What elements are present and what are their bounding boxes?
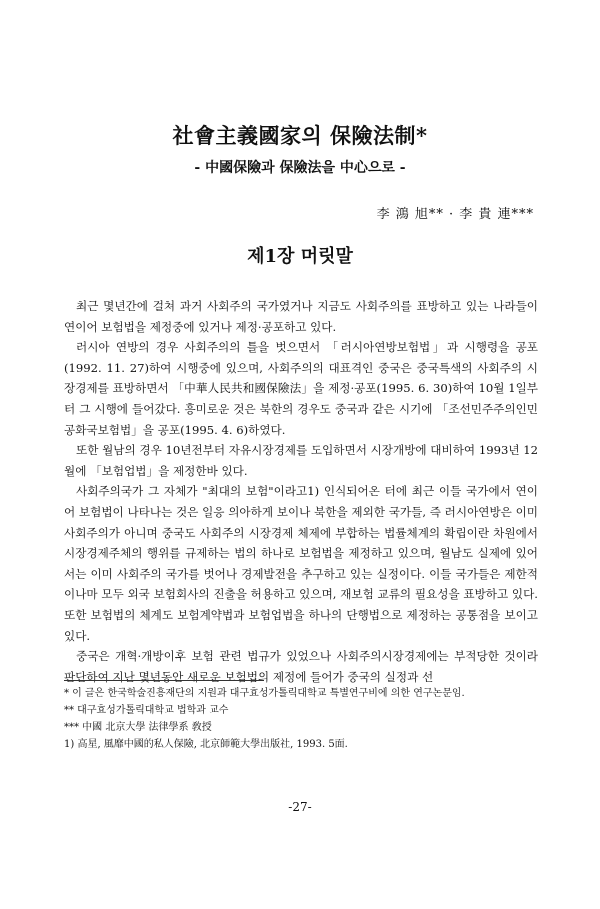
paragraph: 사회주의국가 그 자체가 "최대의 보험"이라고1) 인식되어온 터에 최근 이들 국가에서 연이어 보험법이 나타나는 것은 일응 의아하게 보이나 북한을 제외한 국가들, 즉 러시아연방은 이미 사회주의가 아니며 중국도 사회주의 시장경제 체제에 부합하는 법률체계의 확립이란 차원에서 시장경제주체의 행위를 규제하는 법의 하나로 보험법을 제정하고 있으며, 월남도 실제에 있어서는 이미 사회주의 국가를 벗어나 경제발전을 추구하고 있는 실정이다. 이들 국가들은 제한적이나마 모두 외국 보험회사의 진출을 허용하고 있으며, 재보험 교류의 필요성을 표방하고 있다. 또한 보험법의 체계도 보험계약법과 보험업법을 하나의 단행법으로 제정하는 공통점을 보이고 있다. (64, 484, 538, 643)
chapter-heading: 제1장 머릿말 (247, 246, 353, 267)
page-number: -27- (288, 800, 312, 814)
paragraph: 최근 몇년간에 걸쳐 과거 사회주의 국가였거나 지금도 사회주의를 표방하고 있는 나라들이 연이어 보험법을 제정중에 있거나 제정·공포하고 있다. (64, 299, 538, 334)
author-line: 李 鴻 旭** · 李 貴 連*** (376, 207, 534, 222)
paragraph: 러시아 연방의 경우 사회주의의 틀을 벗으면서 「러시아연방보험법」과 시행령을 공포(1992. 11. 27)하여 시행중에 있으며, 사회주의의 대표격인 중국은 중국특색의 사회주의 시장경제를 표방하면서 「中華人民共和國保險法」을 제정·공포(1995. 6. 30)하여 10월 1일부터 그 시행에 들어갔다. 흥미로운 것은 북한의 경우도 중국과 같은 시기에 「조선민주주의인민공화국보험법」을 공포(1995. 4. 6)하였다. (64, 340, 538, 437)
footnote: ** 대구효성가톨릭대학교 법학과 교수 (64, 705, 229, 716)
body-text (64, 296, 538, 687)
paragraph: 중국은 개혁·개방이후 보험 관련 법규가 있었으나 사회주의시장경제에는 부적당한 것이라 판단하여 지난 몇년동안 새로운 보험법의 제정에 들어가 중국의 실정과 선 (64, 649, 538, 684)
paper-title: 社會主義國家의 保險法制* (172, 123, 428, 148)
footnote-divider (64, 680, 264, 681)
footnote: 1) 高星, 風靡中國的私人保險, 北京師範大學出版社, 1993. 5面. (64, 739, 348, 750)
footnote: *** 中國 北京大學 法律學系 敎授 (64, 722, 212, 733)
paper-subtitle: - 中國保險과 保險法을 中心으로 - (194, 160, 406, 176)
footnote: * 이 글은 한국학술진흥재단의 지원과 대구효성가톨릭대학교 특별연구비에 의한 연구논문임. (64, 688, 465, 699)
footnotes (64, 685, 538, 753)
paragraph: 또한 월남의 경우 10년전부터 자유시장경제를 도입하면서 시장개방에 대비하여 1993년 12월에 「보험업법」을 제정한바 있다. (64, 443, 538, 478)
